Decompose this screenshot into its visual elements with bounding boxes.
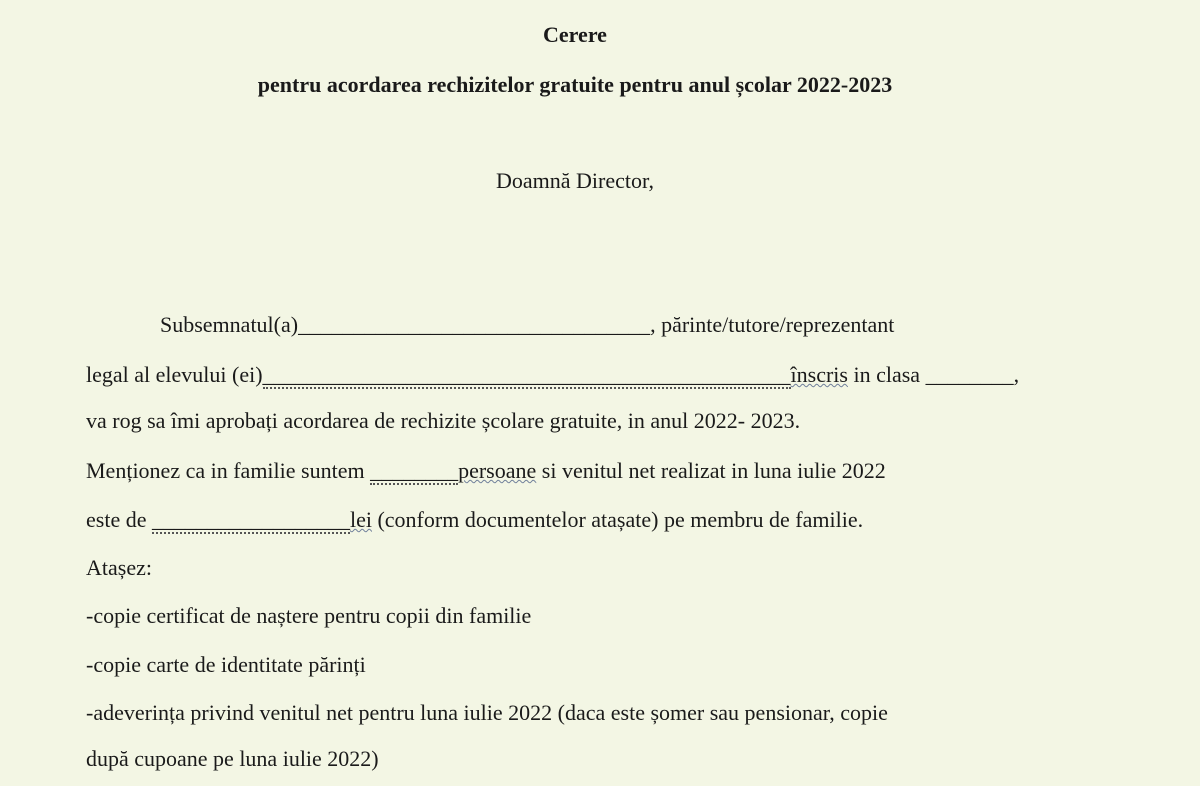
paragraph-line-4 <box>86 458 886 484</box>
class-blank[interactable]: ________ <box>925 362 1014 387</box>
persons-word: persoane <box>458 458 537 483</box>
salutation: Doamnă Director, <box>496 168 654 193</box>
family-count-blank[interactable]: ________ <box>370 458 459 483</box>
document-subtitle: pentru acordarea rechizitelor gratuite pentru anul școlar 2022-2023 <box>257 72 893 97</box>
family-suffix: si venitul net realizat in luna iulie 2022 <box>536 458 886 483</box>
applicant-name-blank[interactable]: ________________________________ <box>298 312 651 337</box>
attachment-item: -copie carte de identitate părinți <box>86 652 366 677</box>
document-title: Cerere <box>543 22 607 47</box>
attach-label: Atașez: <box>86 555 152 580</box>
income-blank[interactable]: __________________ <box>151 507 350 532</box>
student-prefix: legal al elevului (ei) <box>86 362 263 387</box>
attachment-item: -copie certificat de naștere pentru copii din familie <box>86 603 532 628</box>
paragraph-line-3: va rog sa îmi aprobați acordarea de rechizite școlare gratuite, in anul 2022- 2023. <box>86 408 801 433</box>
income-suffix: (conform documentelor atașate) pe membru de familie. <box>371 507 864 532</box>
attachment-item: -adeverința privind venitul net pentru luna iulie 2022 (daca este șomer sau pensionar, copie <box>86 700 888 725</box>
attachment-item: după cupoane pe luna iulie 2022) <box>86 746 379 771</box>
applicant-suffix: , părinte/tutore/reprezentant <box>650 312 895 337</box>
class-suffix: , <box>1013 362 1020 387</box>
paragraph-line-2 <box>86 362 1019 388</box>
class-middle: in clasa <box>847 362 926 387</box>
paragraph-line-5 <box>86 507 863 533</box>
applicant-prefix: Subsemnatul(a) <box>160 312 299 337</box>
income-prefix: este de <box>86 507 152 532</box>
enrolled-word: înscris <box>790 362 848 387</box>
lei-word: lei <box>349 507 372 532</box>
student-name-blank[interactable]: ________________________________________________ <box>262 362 791 387</box>
paragraph-line-1 <box>160 312 894 338</box>
family-prefix: Menționez ca in familie suntem <box>86 458 371 483</box>
